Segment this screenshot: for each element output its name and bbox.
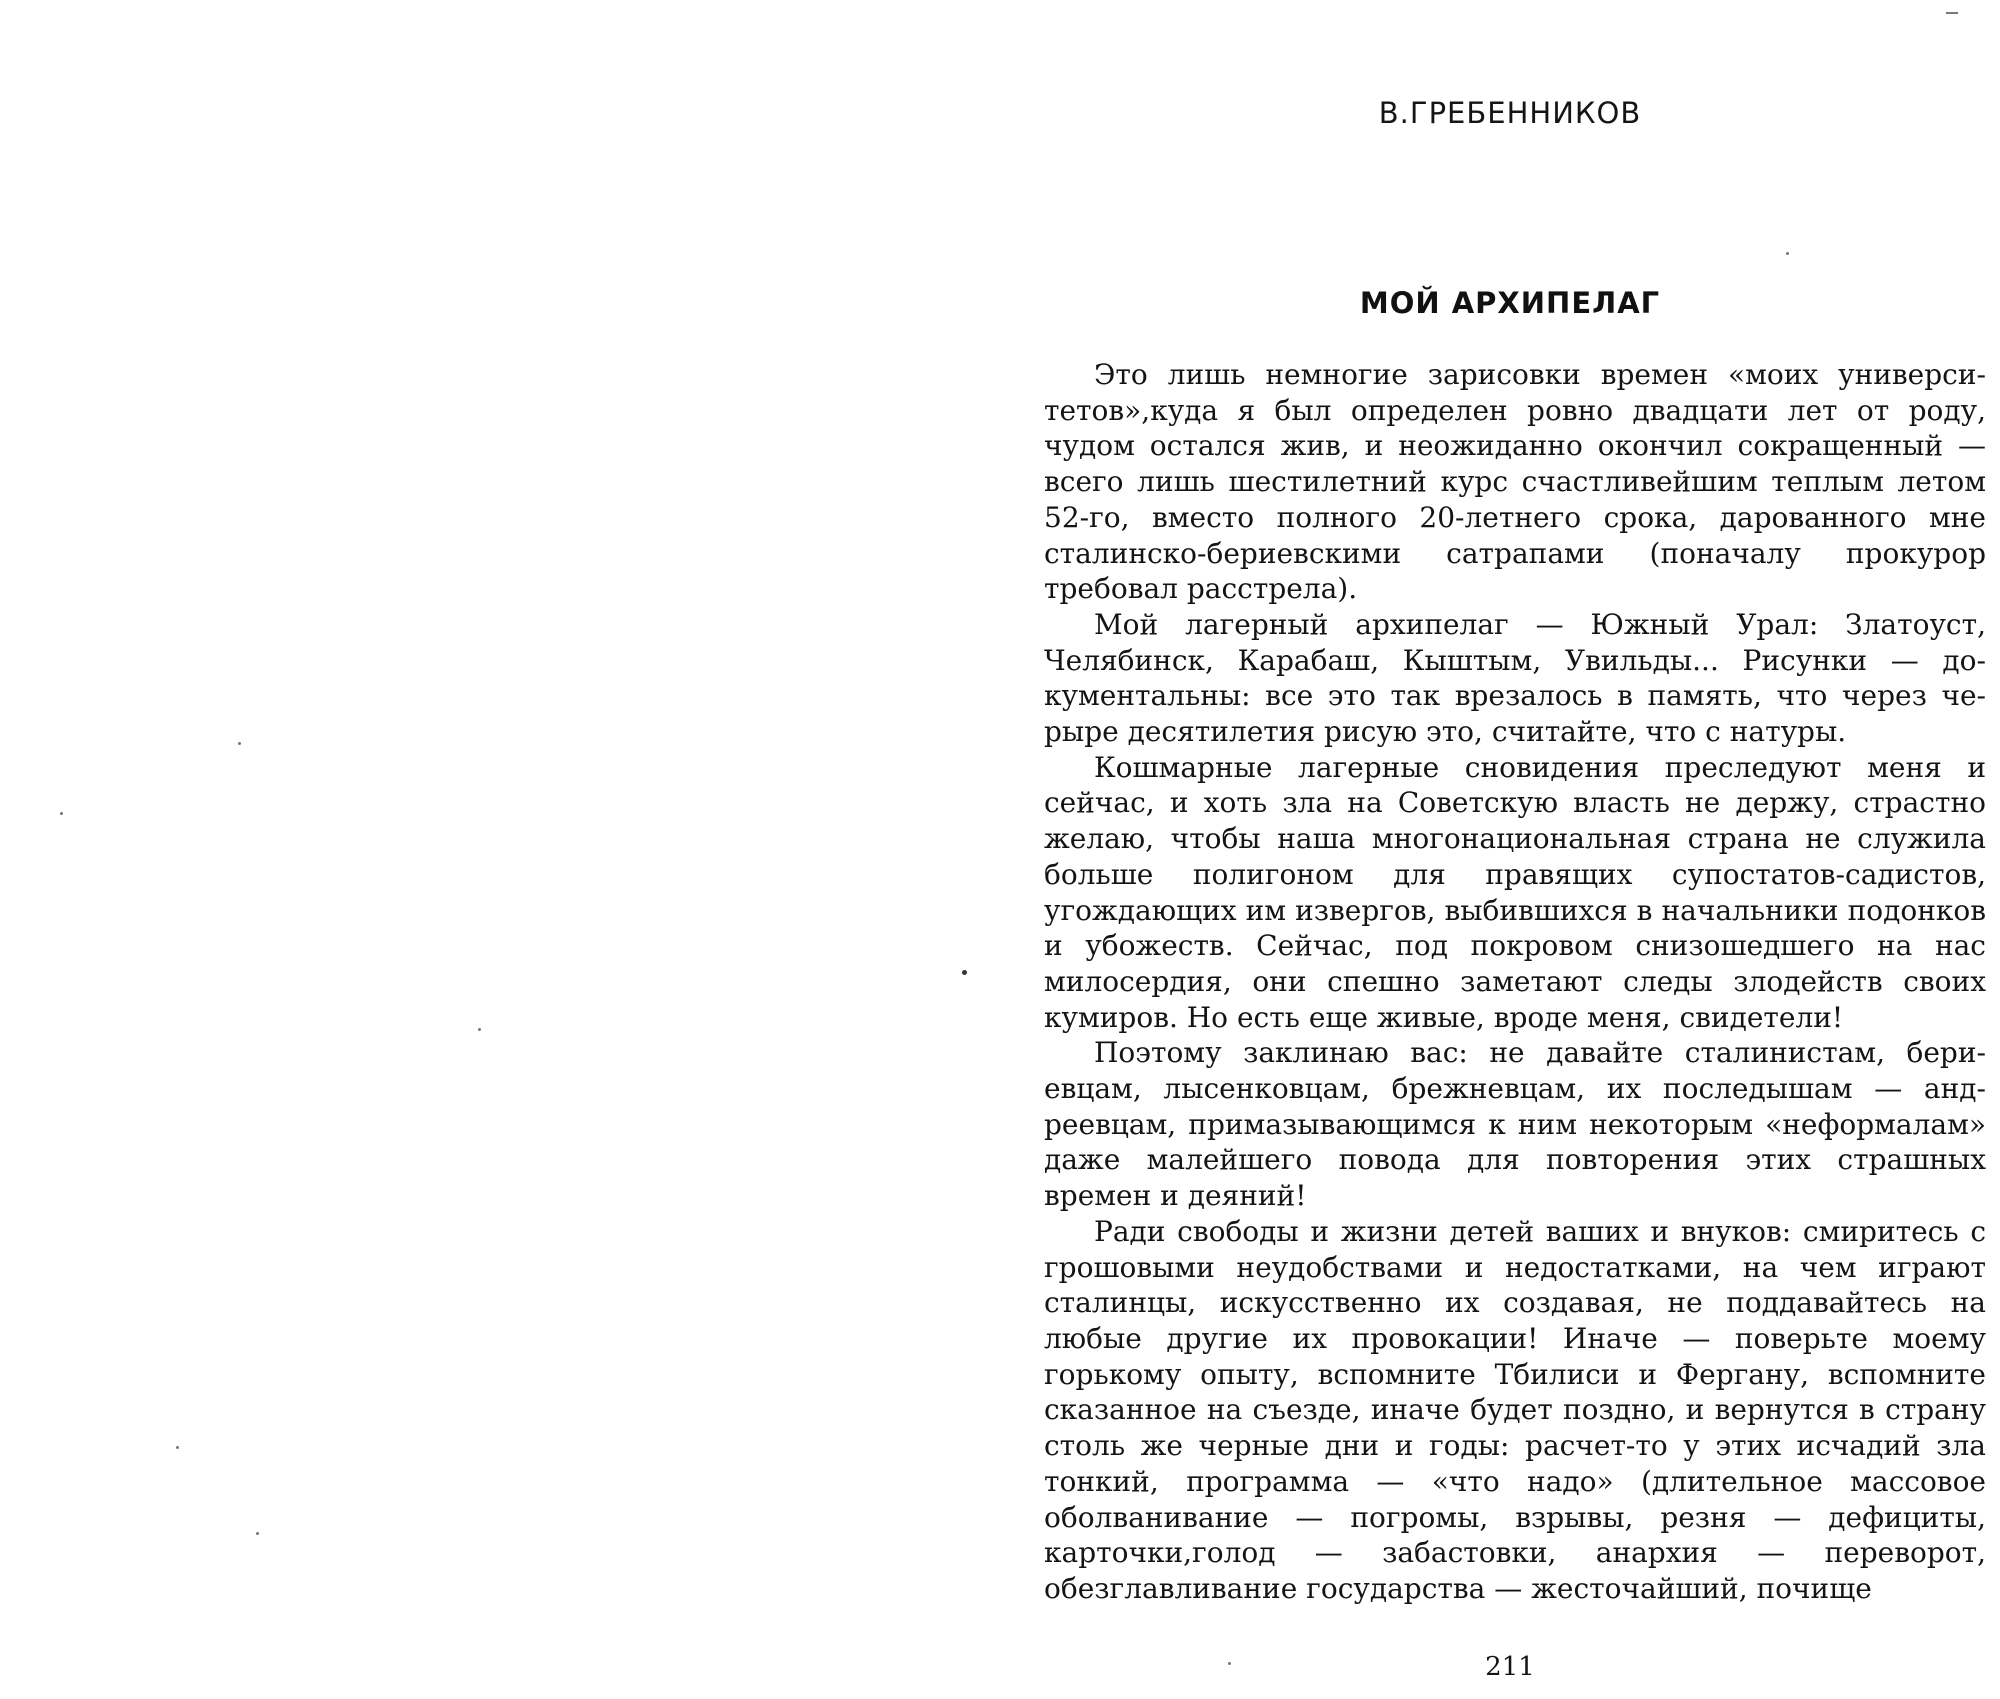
page-number: 211 [1485,1652,1535,1682]
scan-speck [256,1532,259,1535]
paragraph: Поэтому заклинаю вас: не давайте сталинистам, бериевцам, лысенковцам, брежневцам, их последышам — андреевцам, примазывающимся к ним некоторым «неформалам» даже малейшего повода для повторения этих страшных времен и деяний! [1044,1036,1986,1213]
text-page [1030,0,1990,1699]
paragraph: Мой лагерный архипелаг — Южный Урал: Златоуст, Челябинск, Карабаш, Кыштым, Увильды... Рисунки — документальны: все это так врезалось в память, что через черыре десятилетия рисую это, считайте, что с натуры. [1044,607,1986,749]
paragraph: Ради свободы и жизни детей ваших и внуков: смиритесь с грошовыми неудобствами и недостатками, на чем играют сталинцы, искусственно их создавая, не поддавайтесь на любые другие их провокации! Иначе — поверьте моему горькому опыту, вспомните Тбилиси и Фергану, вспомните сказанное на съезде, иначе будет поздно, и вернутся в страну столь же черные дни и годы: расчет-то у этих исчадий зла тонкий, программа — «что надо» (длительное массовое оболванивание — погромы, взрывы, резня — дефициты, карточки,голод — забастовки, анархия — переворот, обезглавливание государства — жесточайший, почище [1044,1214,1986,1605]
running-head-author: В.ГРЕБЕННИКОВ [1378,96,1642,130]
paragraph: Это лишь немногие зарисовки времен «моих университетов»,куда я был определен ровно двадцати лет от роду, чудом остался жив, и неожиданно окончил сокращенный — всего лишь шестилетний курс счастливейшим теплым летом 52-го, вместо полного 20-летнего срока, дарованного мне сталинско-бериевскими сатрапами (поначалу прокурор требовал расстрела). [1044,358,1986,606]
scan-speck [238,742,241,745]
scan-speck [962,970,967,975]
scan-speck [176,1446,179,1449]
scan-speck [478,1028,481,1031]
paragraph: Кошмарные лагерные сновидения преследуют меня и сейчас, и хоть зла на Советскую власть не держу, страстно желаю, чтобы наша многонациональная страна не служила больше полигоном для правящих супостатов-садистов, угождающих им извергов, выбившихся в начальники подонков и убожеств. Сейчас, под покровом снизошедшего на нас милосердия, они спешно заметают следы злодейств своих кумиров. Но есть еще живые, вроде меня, свидетели! [1044,750,1986,1034]
chapter-title: МОЙ АРХИПЕЛАГ [1359,286,1661,320]
scan-speck [60,812,63,815]
body-text [1044,357,1986,1607]
